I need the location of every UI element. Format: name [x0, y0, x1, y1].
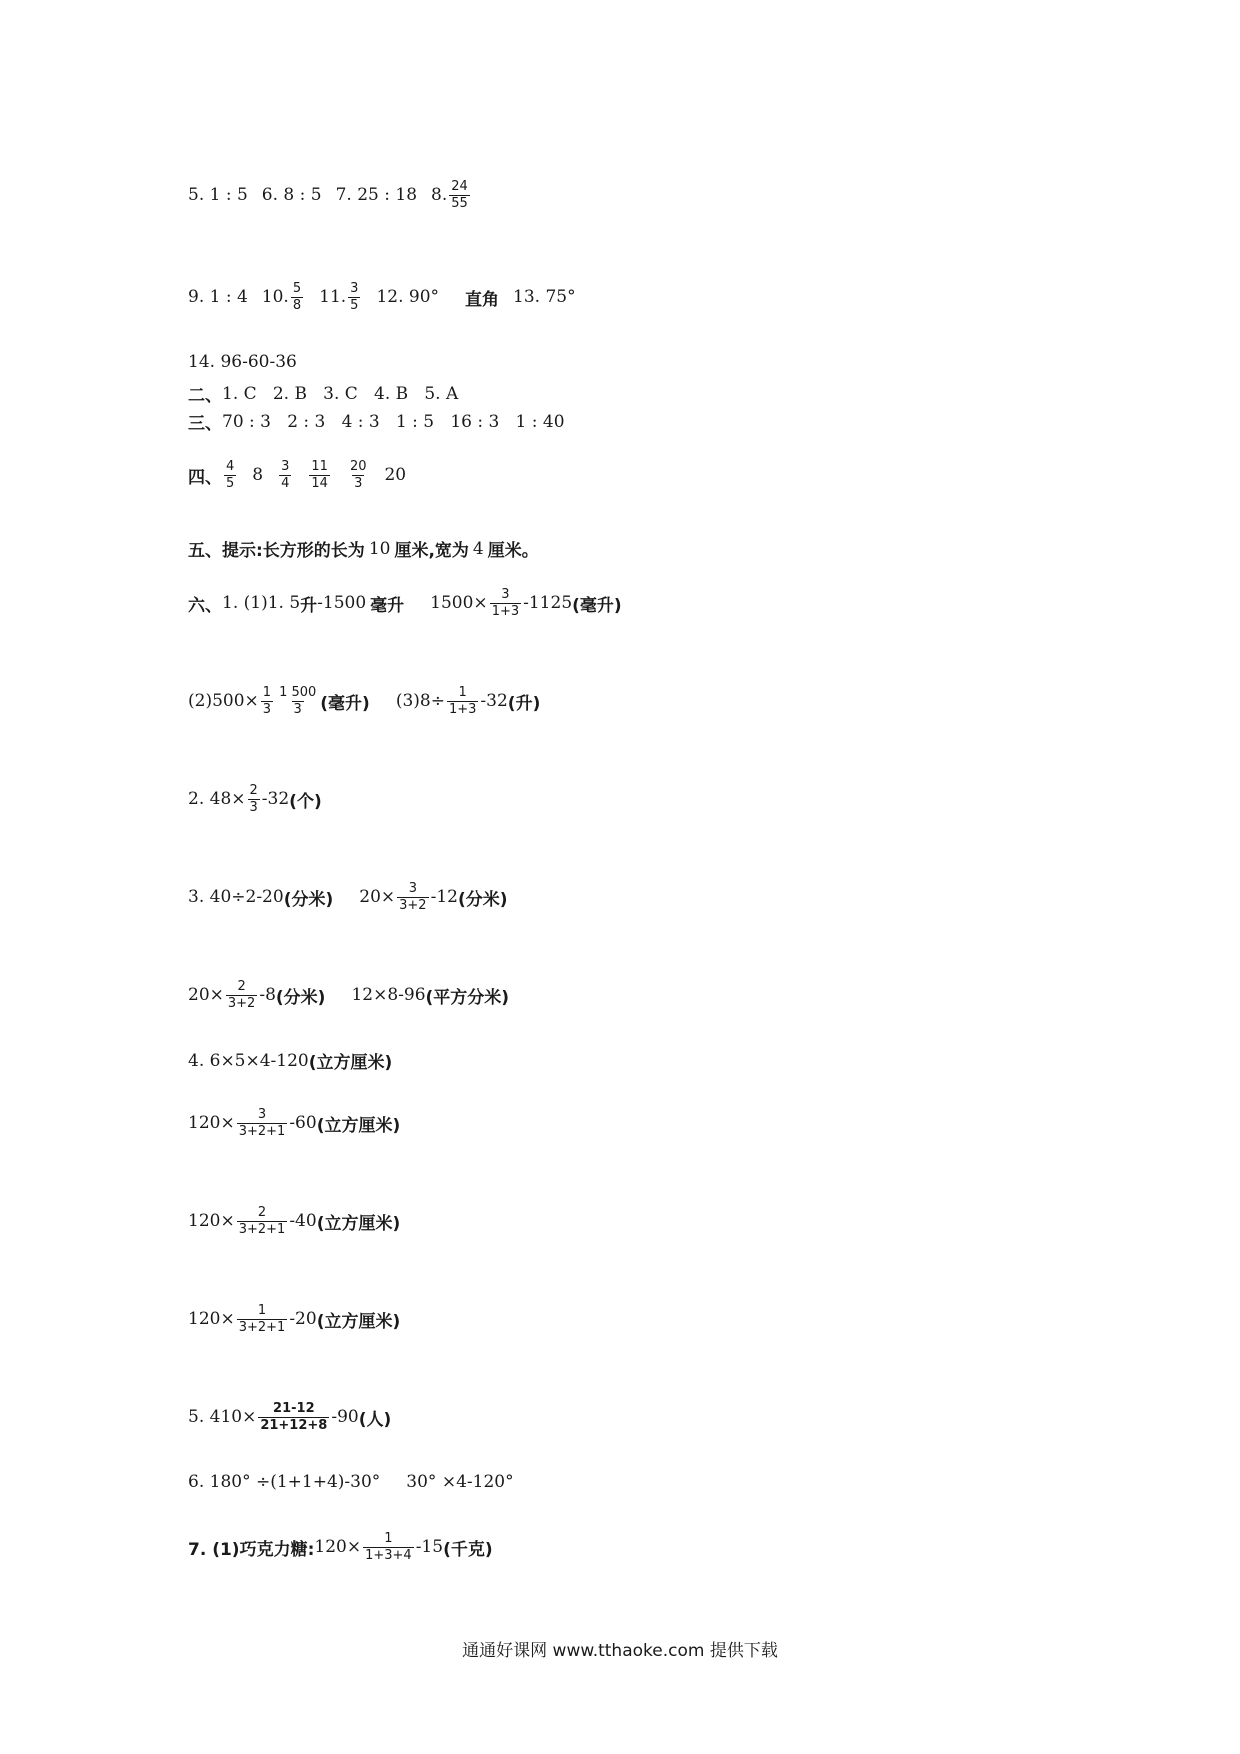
item-label: 7. (1)巧克力糖: [188, 1539, 315, 1560]
answer-line-2 [188, 282, 576, 312]
fraction: $\frac{3}{3+2+1}$ [238, 1107, 286, 1139]
unit: 升 [300, 595, 318, 616]
expr: 12×8-96 [351, 985, 426, 1006]
section-6-q6 [188, 1472, 514, 1492]
fraction: $\frac{3}{3+2}$ [399, 881, 427, 913]
footer-text: 通通好课网 www.tthaoke.com 提供下载 [462, 1641, 778, 1661]
section-3-answers [188, 409, 565, 434]
answer-5: 5. 1 : 5 [188, 185, 248, 206]
expr: 6. 180° ÷(1+1+4)-30° [188, 1472, 381, 1492]
unit: (毫升) [320, 693, 370, 714]
unit: (毫升) [572, 595, 622, 616]
answer-12-note: 直角 [465, 289, 500, 310]
expr: -8 [259, 985, 276, 1006]
unit: (分米) [457, 889, 508, 910]
unit: (分米) [275, 987, 326, 1008]
fraction: $\frac{2}{3+2+1}$ [238, 1205, 286, 1237]
section-label: 三、 [188, 414, 222, 434]
unit: (分米) [283, 889, 334, 910]
fraction: $\frac{3}{5}$ [350, 281, 359, 313]
section-6-q4-part3 [188, 1206, 400, 1236]
expr: -90 [331, 1407, 359, 1428]
expr: 1. (1)1. 5 [222, 593, 301, 614]
expr: -12 [430, 887, 458, 908]
unit: (个) [289, 791, 322, 812]
unit: (平方分米) [425, 987, 510, 1008]
section-6-q5 [188, 1402, 391, 1432]
section-6-q1-part1 [188, 588, 622, 618]
fraction: $\frac{1}{3+2+1}$ [238, 1303, 286, 1335]
expr: -32 [261, 789, 290, 810]
answer-13: 13. 75° [513, 287, 576, 308]
expr: 30° ×4-120° [406, 1472, 514, 1492]
expr: -20 [289, 1309, 317, 1330]
answer-line-1 [188, 180, 472, 210]
unit: 毫升 [370, 595, 405, 616]
unit: (立方厘米) [316, 1213, 401, 1234]
section-6-q3-part2 [188, 980, 509, 1010]
section-6-q4-part4 [188, 1304, 400, 1334]
fraction: $\frac{20}{3}$ [349, 459, 367, 491]
answer-10-label: 10. [261, 287, 289, 308]
expr: 20× [359, 887, 396, 908]
expr: -15 [415, 1537, 444, 1558]
hint-length: 10 [368, 538, 391, 559]
fraction: $\frac{1 500}{3}$ [279, 685, 317, 717]
hint-text: 厘米。 [487, 541, 539, 561]
expr: 3. 40÷2-20 [188, 887, 284, 908]
fraction: $\frac{2}{3}$ [249, 783, 258, 815]
unit: (立方厘米) [308, 1053, 393, 1073]
expr: -60 [289, 1113, 317, 1134]
fraction: $\frac{11}{14}$ [311, 459, 328, 491]
fraction: $\frac{2}{3+2}$ [227, 979, 256, 1011]
section-4-answers [188, 460, 406, 490]
expr: -32 [480, 691, 508, 712]
answer-6: 6. 8 : 5 [261, 185, 322, 206]
fraction: $\frac{1}{3}$ [262, 685, 272, 717]
fraction: $\frac{5}{8}$ [292, 281, 302, 313]
section-5-answers [188, 536, 539, 561]
unit: (升) [507, 693, 541, 714]
hint-text: 五、提示:长方形的长为 [188, 541, 365, 561]
expr: -1125 [523, 593, 573, 614]
unit: (立方厘米) [316, 1311, 401, 1332]
expr: 5. 410× [188, 1407, 257, 1428]
section-label: 二、 [188, 386, 222, 406]
expr: 4. 6×5×4-120 [188, 1050, 309, 1071]
fraction: $\frac{1}{1+3}$ [448, 685, 477, 717]
section-6-q2 [188, 784, 322, 814]
section-label: 六、 [188, 595, 222, 616]
answer-7: 7. 25 : 18 [335, 185, 418, 206]
expr: 120× [314, 1537, 362, 1558]
answer-9: 9. 1 : 4 [188, 287, 248, 308]
section-label: 四、 [188, 467, 222, 488]
expr: 20× [188, 985, 224, 1006]
value: 8 [252, 465, 264, 486]
section-6-q4-part1 [188, 1048, 392, 1073]
expr: 120× [188, 1113, 235, 1134]
hint-width: 4 [472, 538, 484, 559]
fraction: $\frac{3}{4}$ [281, 459, 290, 491]
answer-line-3 [188, 352, 297, 372]
unit: (立方厘米) [316, 1115, 401, 1136]
fraction: $\frac{21-12}{21+12+8}$ [260, 1401, 328, 1433]
answer-14: 14. 96-60-36 [188, 352, 297, 372]
fraction: $\frac{1}{1+3+4}$ [365, 1531, 412, 1563]
expr: (2)500× [188, 691, 259, 712]
unit: (千克) [443, 1539, 493, 1560]
expr: 120× [188, 1309, 235, 1330]
fraction: $\frac{3}{1+3}$ [491, 587, 520, 619]
section-2-answers [188, 381, 458, 406]
expr: -1500 [317, 593, 367, 614]
fraction: $\frac{24}{55}$ [451, 179, 468, 211]
expr: 2. 48× [188, 789, 246, 810]
expr: -40 [289, 1211, 317, 1232]
section-6-q4-part2 [188, 1108, 400, 1138]
answer-11-label: 11. [319, 287, 347, 308]
section-3-text: 70 : 3 2 : 3 4 : 3 1 : 5 16 : 3 1 : 40 [222, 411, 565, 432]
unit: (人) [358, 1409, 392, 1430]
expr: 120× [188, 1211, 235, 1232]
section-6-q1-part2 [188, 686, 540, 716]
section-2-text: 1. C 2. B 3. C 4. B 5. A [222, 383, 459, 404]
section-6-q3-part1 [188, 882, 508, 912]
answer-8-label: 8. [431, 185, 448, 206]
section-6-q7 [188, 1532, 493, 1562]
expr: 1500× [430, 593, 488, 614]
expr: (3)8÷ [395, 691, 445, 712]
answer-12: 12. 90° [376, 287, 440, 308]
hint-text: 厘米,宽为 [394, 541, 469, 561]
value: 20 [384, 465, 407, 486]
fraction: $\frac{4}{5}$ [226, 459, 235, 491]
